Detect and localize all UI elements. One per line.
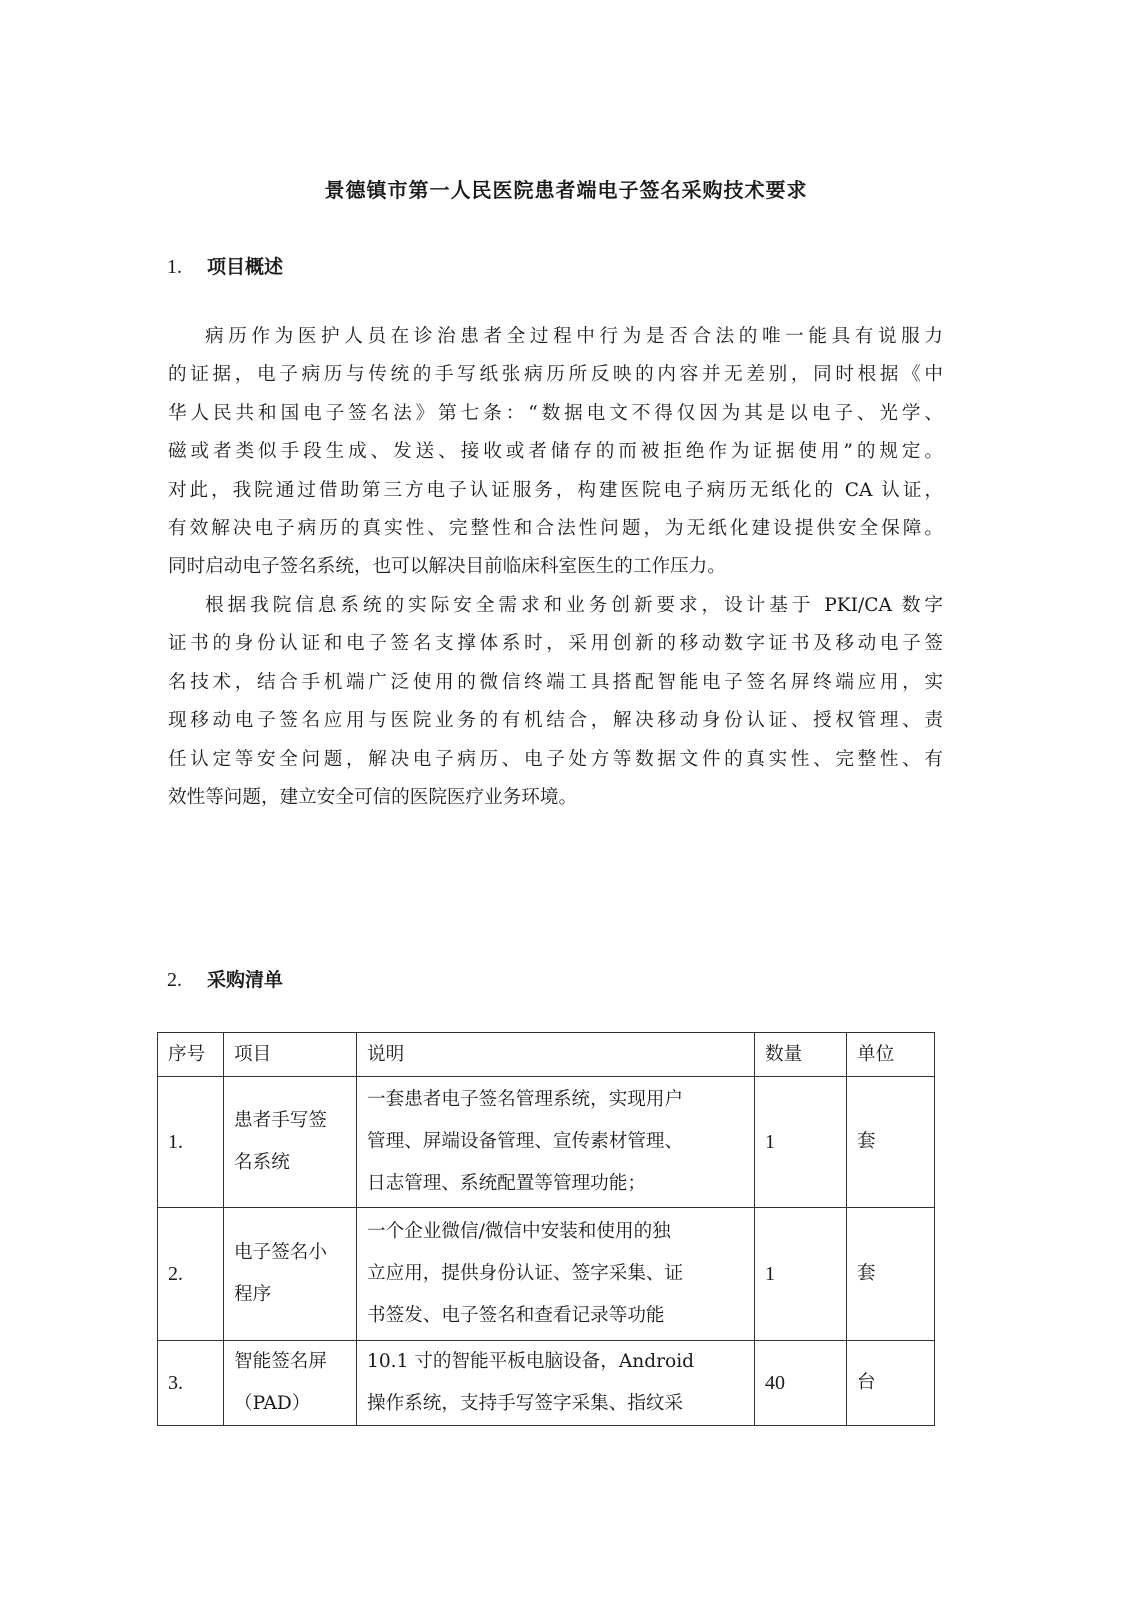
cell-line: 立应用，提供身份认证、签字采集、证 [367, 1263, 684, 1284]
document-title: 景德镇市第一人民医院患者端电子签名采购技术要求 [324, 178, 808, 202]
cell-quantity: 1 [755, 1077, 847, 1208]
cell-line: 管理、屏端设备管理、宣传素材管理、 [367, 1131, 684, 1152]
section-heading-procurement [167, 965, 283, 992]
header-description: 说明 [357, 1033, 755, 1077]
cell-unit: 套 [847, 1208, 935, 1341]
paragraph-line: 效性等问题，建立安全可信的医院医疗业务环境。 [168, 787, 578, 809]
paragraph-line: 有效解决电子病历的真实性、完整性和合法性问题，为无纸化建设提供安全保障。 [168, 518, 943, 540]
table-row [158, 1208, 935, 1341]
cell-index: 2. [158, 1208, 224, 1341]
table-row [158, 1077, 935, 1208]
section-number: 2. [167, 969, 182, 991]
section-title: 采购清单 [207, 969, 284, 991]
procurement-table [157, 1032, 935, 1426]
paragraph-line: 同时启动电子签名系统，也可以解决目前临床科室医生的工作压力。 [168, 556, 726, 578]
cell-description [357, 1208, 755, 1341]
cell-line: 书签发、电子签名和查看记录等功能 [367, 1305, 665, 1326]
paragraph-line: 任认定等安全问题，解决电子病历、电子处方等数据文件的真实性、完整性、有 [168, 748, 943, 770]
header-unit: 单位 [847, 1033, 935, 1077]
header-quantity: 数量 [755, 1033, 847, 1077]
paragraph-line: 病历作为医护人员在诊治患者全过程中行为是否合法的唯一能具有说服力 [205, 326, 943, 347]
cell-line: 日志管理、系统配置等管理功能； [367, 1173, 646, 1194]
cell-line: 操作系统，支持手写签字采集、指纹采 [367, 1393, 684, 1414]
table-row [158, 1341, 935, 1426]
paragraph-1 [168, 318, 943, 587]
header-item: 项目 [224, 1033, 357, 1077]
section-title: 项目概述 [207, 256, 284, 278]
cell-line: 一个企业微信/微信中安装和使用的独 [367, 1221, 671, 1242]
paragraph-line: 名技术，结合手机端广泛使用的微信终端工具搭配智能电子签名屏终端应用，实 [168, 671, 943, 693]
section-number: 1. [167, 256, 182, 278]
paragraph-line: 的证据，电子病历与传统的手写纸张病历所反映的内容并无差别，同时根据《中 [168, 364, 943, 386]
paragraph-line: 证书的身份认证和电子签名支撑体系时，采用创新的移动数字证书及移动电子签 [168, 633, 943, 655]
cell-line: 患者手写签 [234, 1110, 327, 1131]
cell-item [224, 1341, 357, 1426]
cell-description [357, 1077, 755, 1208]
paragraph-line: 对此，我院通过借助第三方电子认证服务，构建医院电子病历无纸化的 CA 认证， [168, 479, 943, 501]
cell-line: 10.1 寸的智能平板电脑设备，Android [367, 1351, 695, 1372]
cell-description [357, 1341, 755, 1426]
paragraph-line: 根据我院信息系统的实际安全需求和业务创新要求，设计基于 PKI/CA 数字 [205, 595, 943, 616]
cell-line: 智能签名屏 [234, 1351, 327, 1372]
cell-index: 3. [158, 1341, 224, 1426]
cell-quantity: 40 [755, 1341, 847, 1426]
cell-index: 1. [158, 1077, 224, 1208]
cell-unit: 台 [847, 1341, 935, 1426]
cell-line: 名系统 [234, 1152, 290, 1173]
cell-unit: 套 [847, 1077, 935, 1208]
paragraph-line: 现移动电子签名应用与医院业务的有机结合，解决移动身份认证、授权管理、责 [168, 710, 943, 732]
paragraph-line: 磁或者类似手段生成、发送、接收或者储存的而被拒绝作为证据使用”的规定。 [168, 441, 943, 463]
cell-item [224, 1208, 357, 1341]
cell-item [224, 1077, 357, 1208]
paragraph-line: 华人民共和国电子签名法》第七条：“数据电文不得仅因为其是以电子、光学、 [168, 402, 943, 424]
cell-quantity: 1 [755, 1208, 847, 1341]
cell-line: （PAD） [234, 1393, 311, 1414]
cell-line: 一套患者电子签名管理系统，实现用户 [367, 1089, 684, 1110]
section-heading-overview [167, 252, 283, 279]
paragraph-2 [168, 587, 943, 817]
cell-line: 程序 [234, 1284, 272, 1305]
header-index: 序号 [158, 1033, 224, 1077]
table-header-row [158, 1033, 935, 1077]
cell-line: 电子签名小 [234, 1242, 327, 1263]
